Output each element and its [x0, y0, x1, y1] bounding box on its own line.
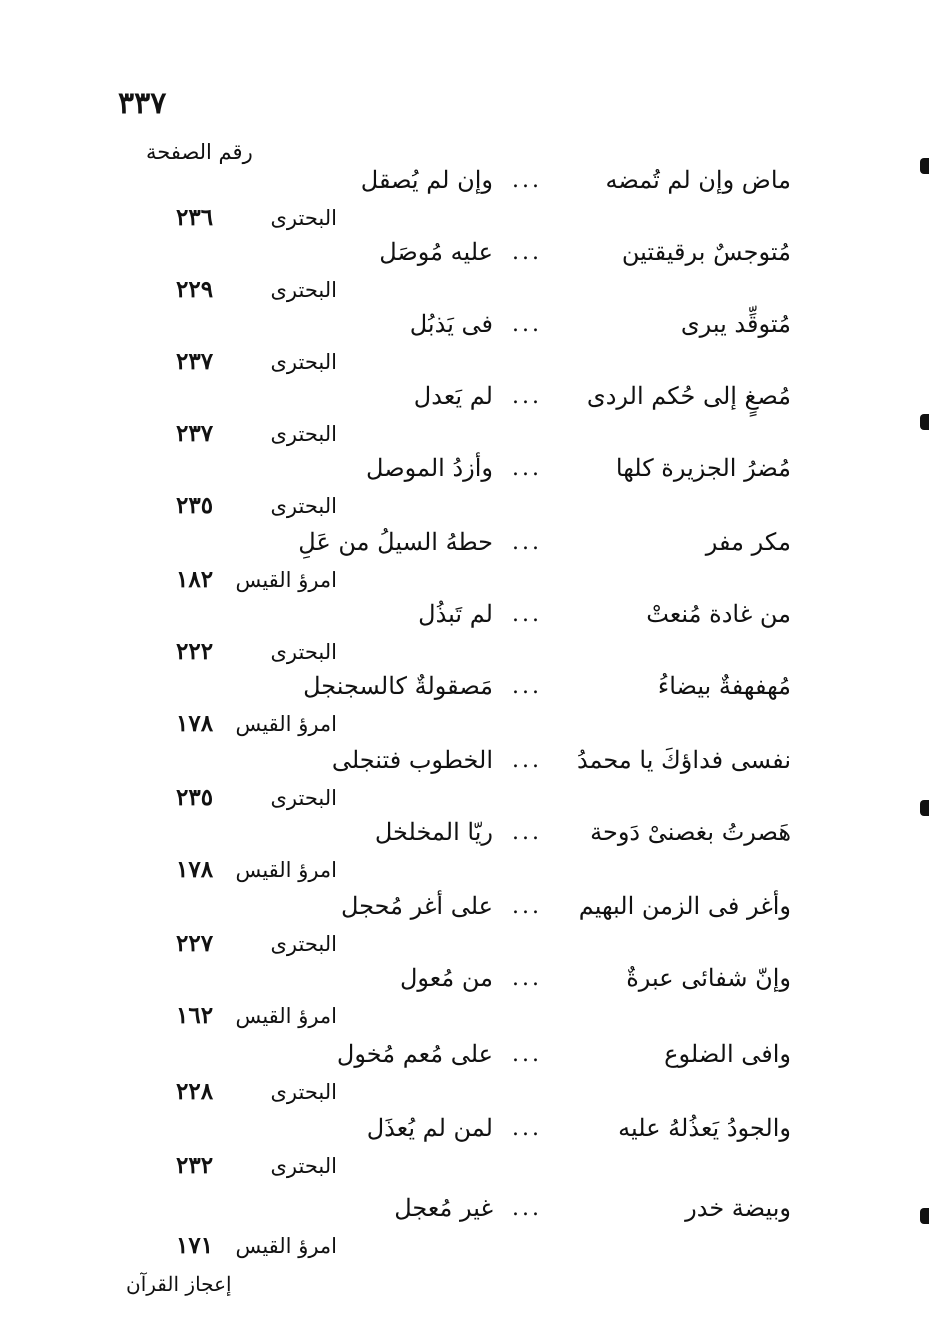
poet-name: امرؤ القيس [235, 1004, 337, 1028]
verse-first-half: وبيضة خدر [685, 1194, 791, 1222]
poet-name: البحترى [270, 350, 337, 374]
verse-first-half: وإنّ شفائى عبرةٌ [626, 964, 791, 992]
verse-first-half: مُتوقِّد يبرى [680, 310, 791, 338]
poet-name: البحترى [270, 422, 337, 446]
ellipsis: ... [512, 602, 542, 627]
footer-book-title: إعجاز القرآن [126, 1272, 232, 1296]
ellipsis: ... [512, 748, 542, 773]
binding-mark [920, 800, 929, 816]
ellipsis: ... [512, 384, 542, 409]
page-reference: ٢٣٦ [176, 204, 214, 231]
verse-second-half: ريّا المخلخل [374, 818, 493, 846]
verse-first-half: هَصرتُ بغصنىْ دَوحة [590, 818, 791, 846]
page-reference: ٢٣٧ [176, 420, 214, 447]
page-reference: ٢٢٧ [176, 930, 214, 957]
verse-first-half: ماض وإن لم تُمضه [605, 166, 791, 194]
binding-mark [920, 1208, 929, 1224]
ellipsis: ... [512, 530, 542, 555]
poet-name: امرؤ القيس [235, 712, 337, 736]
poet-name: البحترى [270, 932, 337, 956]
verse-first-half: وأغر فى الزمن البهيم [578, 892, 791, 920]
verse-second-half: حطهُ السيلُ من عَلِ [298, 528, 493, 556]
verse-first-half: مكر مفر [705, 528, 791, 556]
ellipsis: ... [512, 674, 542, 699]
verse-second-half: وإن لم يُصقل [360, 166, 493, 194]
ellipsis: ... [512, 1116, 542, 1141]
index-entry [0, 1194, 929, 1334]
verse-second-half: على مُعم مُخول [336, 1040, 493, 1068]
verse-second-half: وأزدُ الموصل [366, 454, 493, 482]
verse-second-half: على أغر مُحجل [340, 892, 493, 920]
page-reference: ١٧٨ [176, 856, 214, 883]
verse-second-half: لم يَعدل [413, 382, 493, 410]
ellipsis: ... [512, 1042, 542, 1067]
verse-second-half: من مُعول [399, 964, 493, 992]
page-reference: ٢٣٥ [176, 784, 214, 811]
verse-second-half: مَصقولةٌ كالسجنجل [303, 672, 493, 700]
ellipsis: ... [512, 168, 542, 193]
binding-mark [920, 158, 929, 174]
verse-first-half: نفسى فداؤكَ يا محمدُ [576, 746, 791, 774]
verse-second-half: لم تَبذُل [418, 600, 493, 628]
verse-second-half: الخطوب فتنجلى [331, 746, 493, 774]
ellipsis: ... [512, 240, 542, 265]
page-reference: ٢٢٨ [176, 1078, 214, 1105]
page-number: ٣٣٧ [118, 86, 167, 121]
verse-first-half: مُهفهفةٌ بيضاءُ [657, 672, 791, 700]
verse-second-half: عليه مُوصَل [379, 238, 493, 266]
verse-first-half: من غادة مُنعتْ [646, 600, 791, 628]
poet-name: امرؤ القيس [235, 858, 337, 882]
poet-name: البحترى [270, 1154, 337, 1178]
column-header: رقم الصفحة [146, 140, 253, 164]
ellipsis: ... [512, 312, 542, 337]
verse-first-half: مُضرُ الجزيرة كلها [615, 454, 791, 482]
verse-first-half: والجودُ يَعذُلهُ عليه [618, 1114, 791, 1142]
poet-name: امرؤ القيس [235, 1234, 337, 1258]
page-reference: ٢٢٩ [176, 276, 214, 303]
verse-second-half: فى يَذبُل [409, 310, 493, 338]
poet-name: البحترى [270, 786, 337, 810]
page-reference: ٢٣٧ [176, 348, 214, 375]
poet-name: البحترى [270, 494, 337, 518]
page-reference: ١٨٢ [176, 566, 214, 593]
verse-first-half: مُصغٍ إلى حُكم الردى [586, 382, 791, 410]
ellipsis: ... [512, 1196, 542, 1221]
ellipsis: ... [512, 894, 542, 919]
ellipsis: ... [512, 456, 542, 481]
page-reference: ٢٣٢ [176, 1152, 214, 1179]
verse-second-half: لمن لم يُعذَل [366, 1114, 493, 1142]
poet-name: البحترى [270, 640, 337, 664]
page-reference: ٢٣٥ [176, 492, 214, 519]
verse-first-half: مُتوجسٌ برقيقتين [621, 238, 791, 266]
ellipsis: ... [512, 820, 542, 845]
page-reference: ١٧٨ [176, 710, 214, 737]
verse-second-half: غير مُعجل [394, 1194, 493, 1222]
page-reference: ١٦٢ [176, 1002, 214, 1029]
poet-name: البحترى [270, 1080, 337, 1104]
page-reference: ١٧١ [176, 1232, 214, 1259]
poet-name: البحترى [270, 278, 337, 302]
page-reference: ٢٢٢ [176, 638, 214, 665]
poet-name: امرؤ القيس [235, 568, 337, 592]
verse-first-half: وافى الضلوع [664, 1040, 791, 1068]
ellipsis: ... [512, 966, 542, 991]
poet-name: البحترى [270, 206, 337, 230]
binding-mark [920, 414, 929, 430]
